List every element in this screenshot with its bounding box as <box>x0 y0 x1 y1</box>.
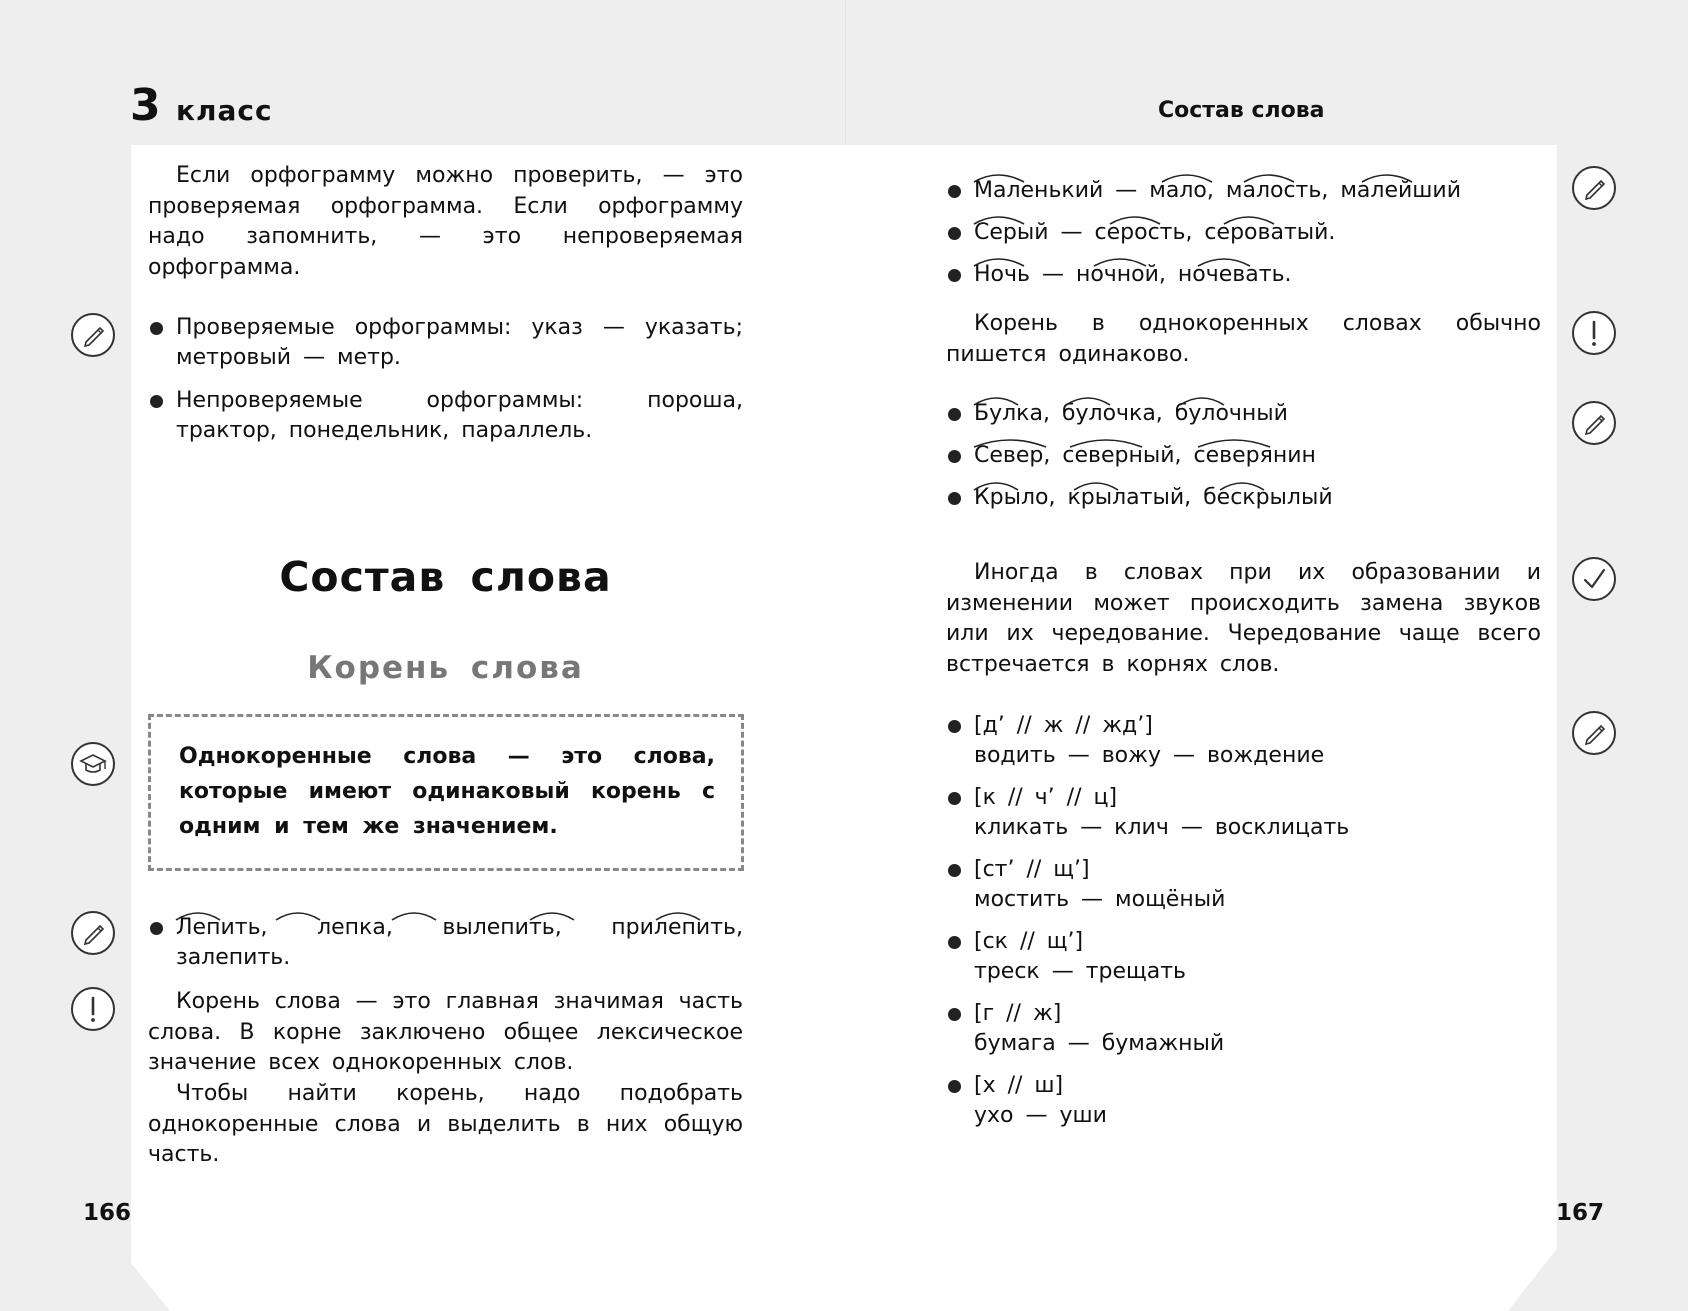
pencil-icon <box>71 313 115 357</box>
gutter-line <box>845 0 846 145</box>
alternation-sounds: [ст’ // щ’] <box>974 857 1090 882</box>
grade-word: класс <box>176 94 273 127</box>
alternation-words: треск — трещать <box>974 959 1186 984</box>
alternation-item <box>946 711 1541 771</box>
word-family-item: Крыло, крылатый, бескрылый <box>946 483 1541 513</box>
section-title: Состав слова <box>279 553 612 601</box>
example-bullet: Лепить, лепка, вылепить, прилепить, залепить. <box>148 913 743 973</box>
checkmark-icon <box>1572 557 1616 601</box>
definition-box <box>148 714 744 871</box>
same-spelling-paragraph: Корень в однокоренных словах обычно пишется одинаково. <box>946 311 1541 367</box>
alternation-item <box>946 855 1541 915</box>
alternation-list <box>946 711 1541 1131</box>
alternation-paragraph: Иногда в словах при их образовании и изменении может происходить замена звуков или их чередование. Чередование чаще всего встречается в корнях слов. <box>946 560 1541 677</box>
example-bullets <box>148 913 743 973</box>
word-family-item: Булка, булочка, булочный <box>946 399 1541 429</box>
alternation-item <box>946 999 1541 1059</box>
running-title: Состав слова <box>1158 98 1325 123</box>
word-family-item: Ночь — ночной, ночевать. <box>946 260 1541 290</box>
word-family-item: Серый — серость, сероватый. <box>946 218 1541 248</box>
intro-bullets <box>148 313 743 446</box>
exclamation-icon <box>71 987 115 1031</box>
word-family-item: Север, северный, северянин <box>946 441 1541 471</box>
alternation-words: водить — вожу — вождение <box>974 743 1325 768</box>
bullet-unchecked: Непроверяемые орфограммы: пороша, трактор, понедельник, параллель. <box>148 386 743 446</box>
word-family-bullets-1 <box>946 176 1541 290</box>
alternation-words: кликать — клич — восклицать <box>974 815 1350 840</box>
alternation-item <box>946 783 1541 843</box>
alternation-words: мостить — мощёный <box>974 887 1226 912</box>
alternation-words: бумага — бумажный <box>974 1031 1225 1056</box>
root-definition-paragraph: Корень слова — это главная значимая часть слова. В корне заключено общее лексическое значение всех однокоренных слов. <box>148 989 743 1075</box>
alternation-sounds: [х // ш] <box>974 1073 1064 1098</box>
find-root-paragraph: Чтобы найти корень, надо подобрать однокоренные слова и выделить в них общую часть. <box>148 1081 743 1167</box>
exclamation-icon <box>1572 311 1616 355</box>
pencil-icon <box>71 911 115 955</box>
word-family-bullets-2 <box>946 399 1541 513</box>
subsection-title: Корень слова <box>307 650 584 686</box>
alternation-item <box>946 1071 1541 1131</box>
definition-text: Однокоренные слова — это слова, которые имеют одинаковый корень с одним и тем же значением. <box>179 744 715 839</box>
pencil-icon <box>1572 711 1616 755</box>
alternation-item <box>946 927 1541 987</box>
alternation-sounds: [г // ж] <box>974 1001 1062 1026</box>
alternation-sounds: [к // ч’ // ц] <box>974 785 1118 810</box>
word-family-item: Маленький — мало, малость, малейший <box>946 176 1541 206</box>
intro-paragraph: Если орфограмму можно проверить, — это проверяемая орфограмма. Если орфограмму надо запомнить, — это непроверяемая орфограмма. <box>148 163 743 280</box>
page-number-right: 167 <box>1556 1200 1605 1226</box>
grade-number: 3 <box>130 80 161 131</box>
page-number-left: 166 <box>83 1200 132 1226</box>
alternation-sounds: [д’ // ж // жд’] <box>974 713 1153 738</box>
graduation-cap-icon <box>71 742 115 786</box>
bullet-checked: Проверяемые орфограммы: указ — указать; метровый — метр. <box>148 313 743 373</box>
pencil-icon <box>1572 166 1616 210</box>
alternation-words: ухо — уши <box>974 1103 1107 1128</box>
pencil-icon <box>1572 401 1616 445</box>
alternation-sounds: [ск // щ’] <box>974 929 1084 954</box>
